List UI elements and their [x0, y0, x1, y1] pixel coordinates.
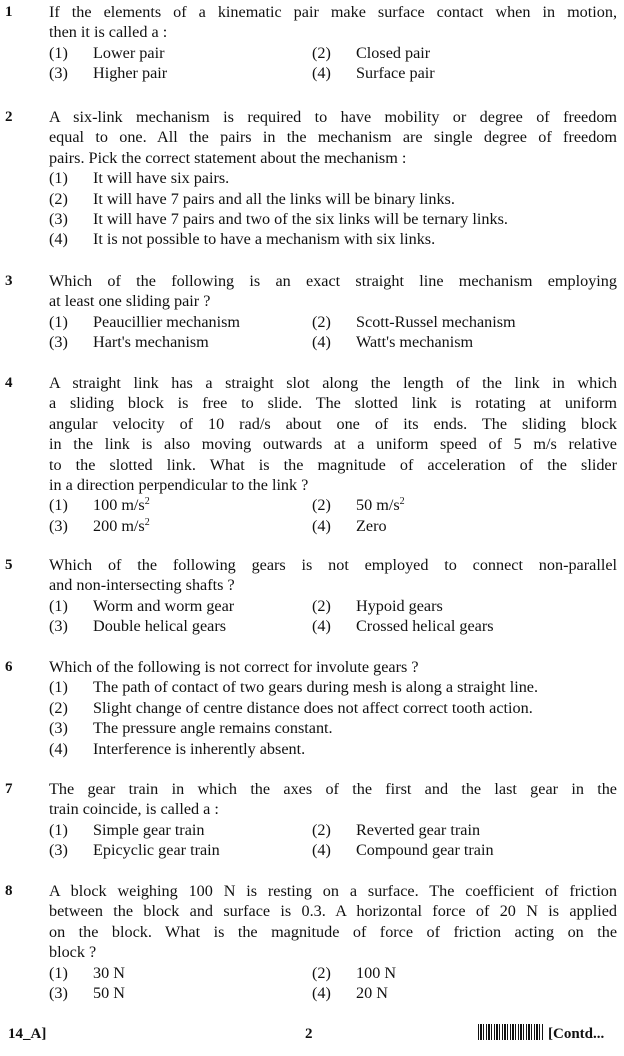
option-4: (4) Interference is inherently absent.: [49, 739, 306, 758]
question-stem-line: then it is called a :: [49, 23, 168, 42]
question-stem-line: train coincide, is called a :: [49, 800, 219, 819]
question-stem-line: Which of the following is an exact straight line mechanism employing: [49, 272, 617, 290]
option-2: (2) Closed pair: [312, 43, 431, 62]
question-stem-line: The gear train in which the axes of the first and the last gear in the: [49, 780, 617, 798]
question-number: 5: [5, 557, 13, 573]
option-3: (3) 50 N: [49, 984, 125, 1003]
option-1: (1) Lower pair: [49, 43, 165, 62]
option-2: (2) Slight change of centre distance does not affect correct tooth action.: [49, 698, 533, 717]
option-4: (4) Surface pair: [312, 64, 435, 83]
paper-code: 14_A]: [8, 1026, 47, 1042]
option-1: (1) 100 $m/s^2$: [49, 496, 150, 515]
option-2: (2) Scott-Russel mechanism: [312, 312, 516, 331]
question-body: [49, 779, 617, 861]
page-number: 2: [305, 1026, 313, 1042]
option-4: (4) Zero: [312, 516, 387, 535]
question-body: [49, 271, 617, 353]
question-stem-line: equal to one. All the pairs in the mechanism are single degree of freedom: [49, 128, 617, 147]
option-4: (4) Watt's mechanism: [312, 333, 474, 352]
question-number: 6: [5, 659, 13, 675]
page-footer: [0, 1022, 624, 1046]
option-1: (1) The path of contact of two gears during mesh is along a straight line.: [49, 678, 539, 697]
option-2: (2) It will have 7 pairs and all the links will be binary links.: [49, 189, 455, 208]
question-stem-line: angular velocity of 10 rad/s about one of its ends. The sliding block: [49, 414, 617, 433]
question-stem-line: block ?: [49, 943, 97, 962]
option-3: (3) Hart's mechanism: [49, 333, 209, 352]
option-4: (4) Compound gear train: [312, 841, 494, 860]
question-body: [49, 107, 617, 250]
question-body: [49, 555, 617, 637]
question-stem-line: at least one sliding pair ?: [49, 292, 211, 311]
footer-right: [478, 1024, 604, 1044]
question-number: 8: [5, 883, 13, 899]
question-stem-line: in the link is also moving outwards at a uniform speed of 5 m/s relative: [49, 435, 617, 454]
question-number: 7: [5, 781, 13, 797]
option-2: (2) Hypoid gears: [312, 596, 443, 615]
question-stem-line: a sliding block is free to slide. The slotted link is rotating at uniform: [49, 394, 617, 413]
question-number: 3: [5, 273, 13, 289]
option-4: (4) Crossed helical gears: [312, 617, 494, 636]
question-body: [49, 881, 617, 1003]
option-1: (1) It will have six pairs.: [49, 169, 230, 188]
question-stem-line: If the elements of a kinematic pair make surface contact when in motion,: [49, 3, 617, 21]
question-stem-line: A straight link has a straight slot along the length of the link in which: [49, 374, 617, 392]
question-stem-line: on the block. What is the magnitude of force of friction acting on the: [49, 922, 617, 941]
option-2: (2) 100 N: [312, 963, 397, 982]
option-1: (1) Worm and worm gear: [49, 596, 235, 615]
option-2: (2) 50 $m/s^2$: [312, 496, 405, 515]
question-stem-line: Which of the following gears is not employed to connect non-parallel: [49, 556, 617, 574]
option-3: (3) The pressure angle remains constant.: [49, 719, 333, 738]
question-stem-line: and non-intersecting shafts ?: [49, 576, 235, 595]
question-number: 1: [5, 4, 13, 20]
question-body: [49, 657, 617, 759]
barcode-icon: [478, 1024, 544, 1040]
option-3: (3) 200 $m/s^2$: [49, 516, 150, 535]
option-2: (2) Reverted gear train: [312, 820, 481, 839]
question-stem-line: pairs. Pick the correct statement about the mechanism :: [49, 148, 407, 167]
question-number: 4: [5, 375, 13, 391]
question-stem-line: A block weighing 100 N is resting on a surface. The coefficient of friction: [49, 882, 617, 900]
question-stem-line: between the block and surface is 0.3. A horizontal force of 20 N is applied: [49, 902, 617, 921]
question-stem-line: in a direction perpendicular to the link ?: [49, 476, 309, 495]
question-number: 2: [5, 109, 13, 125]
option-4: (4) It is not possible to have a mechanism with six links.: [49, 230, 436, 249]
option-4: (4) 20 N: [312, 984, 388, 1003]
option-1: (1) Peaucillier mechanism: [49, 312, 240, 331]
continued-label: [Contd...: [548, 1026, 605, 1042]
option-3: (3) It will have 7 pairs and two of the six links will be ternary links.: [49, 210, 508, 229]
question-stem-line: A six-link mechanism is required to have mobility or degree of freedom: [49, 108, 617, 126]
option-3: (3) Double helical gears: [49, 617, 227, 636]
question-body: [49, 2, 617, 84]
question-body: [49, 373, 617, 536]
question-stem-line: Which of the following is not correct for involute gears ?: [49, 658, 419, 676]
option-1: (1) 30 N: [49, 963, 125, 982]
option-1: (1) Simple gear train: [49, 820, 205, 839]
option-3: (3) Epicyclic gear train: [49, 841, 220, 860]
option-3: (3) Higher pair: [49, 64, 168, 83]
question-stem-line: to the slotted link. What is the magnitude of acceleration of the slider: [49, 455, 617, 474]
